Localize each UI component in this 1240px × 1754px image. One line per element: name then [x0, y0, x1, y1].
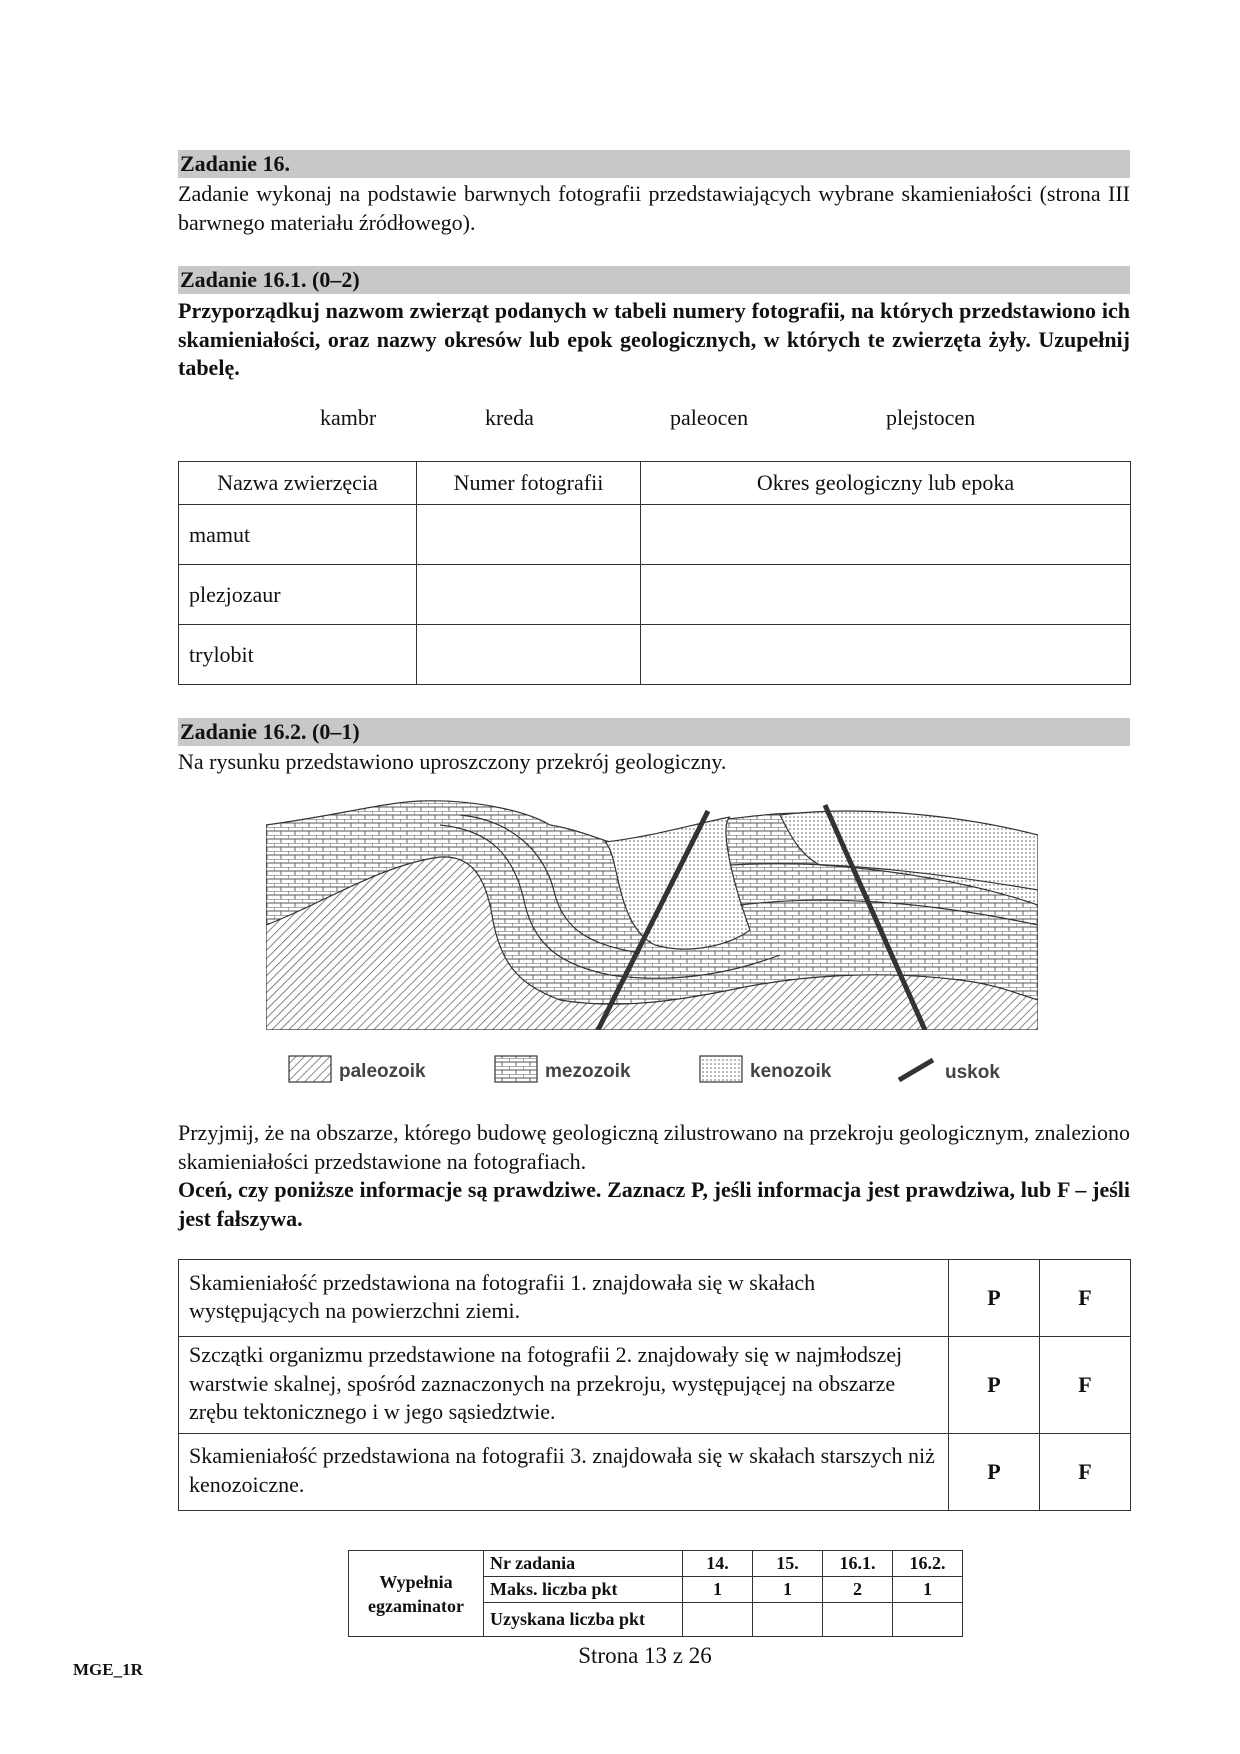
task162-title: Zadanie 16.2. (0–1)	[178, 718, 1130, 746]
task16-intro: Zadanie wykonaj na podstawie barwnych fotografii przedstawiających wybrane skamieniałości (strona III barwnego materiału źródłowego).	[178, 181, 1130, 235]
photo-number-cell[interactable]	[417, 625, 641, 685]
word-bank-item: plejstocen	[886, 405, 976, 430]
max-points: 2	[823, 1577, 893, 1603]
legend-swatch-mezozoik	[495, 1056, 537, 1082]
max-points: 1	[753, 1577, 823, 1603]
period-cell[interactable]	[641, 625, 1131, 685]
p-option[interactable]: P	[949, 1337, 1040, 1434]
photo-number-cell[interactable]	[417, 565, 641, 625]
task162-intro: Na rysunku przedstawiono uproszczony przekrój geologiczny.	[178, 749, 727, 774]
task-number: 15.	[753, 1551, 823, 1577]
table-row	[179, 565, 1131, 625]
table-row	[179, 1433, 1131, 1510]
word-bank-item: paleocen	[670, 405, 749, 430]
animal-name: plezjozaur	[179, 565, 417, 625]
true-false-table	[178, 1259, 1131, 1511]
period-cell[interactable]	[641, 565, 1131, 625]
obtained-points-cell[interactable]	[683, 1603, 753, 1637]
page-number: Strona 13 z 26	[578, 1643, 712, 1668]
legend-label: uskok	[945, 1062, 1000, 1083]
obtained-points-cell[interactable]	[893, 1603, 963, 1637]
legend-label: kenozoik	[750, 1061, 832, 1082]
task161-title: Zadanie 16.1. (0–2)	[178, 266, 1130, 294]
p-option[interactable]: P	[949, 1260, 1040, 1337]
f-option[interactable]: F	[1040, 1260, 1131, 1337]
task16-title: Zadanie 16.	[178, 150, 1130, 178]
legend-swatch-uskok	[899, 1060, 933, 1080]
word-bank-item: kreda	[485, 405, 534, 430]
animal-name: mamut	[179, 505, 417, 565]
row-max-label: Maks. liczba pkt	[484, 1577, 683, 1603]
max-points: 1	[683, 1577, 753, 1603]
task161-instruction: Przyporządkuj nazwom zwierząt podanych w tabeli numery fotografii, na których przedstawiono ich skamieniałości, oraz nazwy okresów lub epok geologicznych, w których te zwierzęta żyły. Uzupełnij tabelę.	[178, 298, 1130, 380]
f-option[interactable]: F	[1040, 1433, 1131, 1510]
header-photo: Numer fotografii	[417, 462, 641, 505]
word-bank	[0, 405, 1240, 435]
legend-label: paleozoik	[339, 1061, 426, 1082]
task-number: 16.1.	[823, 1551, 893, 1577]
statement-1: Skamieniałość przedstawiona na fotografii 1. znajdowała się w skałach występujących na powierzchni ziemi.	[179, 1260, 949, 1337]
row-obtained-label: Uzyskana liczba pkt	[484, 1603, 683, 1637]
exam-code: MGE_1R	[73, 1660, 143, 1679]
legend-swatch-kenozoik	[700, 1056, 742, 1082]
table-row	[179, 1337, 1131, 1434]
task162-instruction: Oceń, czy poniższe informacje są prawdziwe. Zaznacz P, jeśli informacja jest prawdziwa, lub F – jeśli jest fałszywa.	[178, 1177, 1130, 1231]
task162-para1: Przyjmij, że na obszarze, którego budowę geologiczną zilustrowano na przekroju geologicznym, znaleziono skamieniałości przedstawione na fotografiach.	[178, 1120, 1130, 1174]
header-period: Okres geologiczny lub epoka	[641, 462, 1131, 505]
task-number: 16.2.	[893, 1551, 963, 1577]
legend-swatch-paleozoik	[289, 1056, 331, 1082]
obtained-points-cell[interactable]	[753, 1603, 823, 1637]
scoring-label: Wypełnia egzaminator	[349, 1551, 484, 1637]
max-points: 1	[893, 1577, 963, 1603]
animal-name: trylobit	[179, 625, 417, 685]
word-bank-item: kambr	[320, 405, 377, 430]
row-task-label: Nr zadania	[484, 1551, 683, 1577]
statement-2: Szczątki organizmu przedstawione na fotografii 2. znajdowały się w najmłodszej warstwie skalnej, spośród zaznaczonych na przekroju, występującej na obszarze zrębu tektonicznego i w jego sąsiedztwie.	[179, 1337, 949, 1434]
f-option[interactable]: F	[1040, 1337, 1131, 1434]
scoring-table	[348, 1550, 963, 1637]
obtained-points-cell[interactable]	[823, 1603, 893, 1637]
animals-table	[178, 461, 1131, 685]
legend-label: mezozoik	[545, 1061, 631, 1082]
statement-3: Skamieniałość przedstawiona na fotografii 3. znajdowała się w skałach starszych niż kenozoiczne.	[179, 1433, 949, 1510]
table-row	[179, 505, 1131, 565]
table-row	[179, 625, 1131, 685]
p-option[interactable]: P	[949, 1433, 1040, 1510]
map-legend	[285, 1050, 1005, 1090]
table-row	[179, 1260, 1131, 1337]
task-number: 14.	[683, 1551, 753, 1577]
header-animal: Nazwa zwierzęcia	[179, 462, 417, 505]
period-cell[interactable]	[641, 505, 1131, 565]
photo-number-cell[interactable]	[417, 505, 641, 565]
